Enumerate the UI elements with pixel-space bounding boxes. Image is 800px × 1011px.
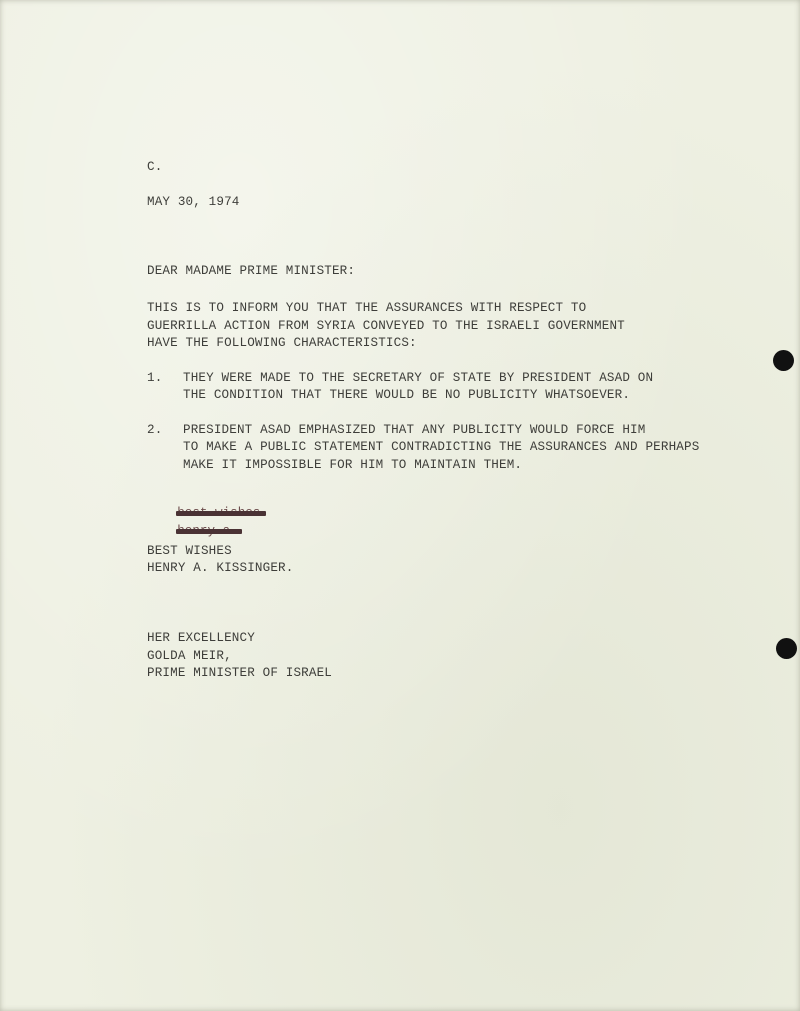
point-line: MAKE IT IMPOSSIBLE FOR HIM TO MAINTAIN THEM. [183, 458, 523, 472]
point-line: THE CONDITION THAT THERE WOULD BE NO PUBLICITY WHATSOEVER. [183, 388, 631, 402]
point-line: PRESIDENT ASAD EMPHASIZED THAT ANY PUBLICITY WOULD FORCE HIM [183, 423, 646, 437]
recipient-line: HER EXCELLENCY [147, 631, 255, 645]
point-line: TO MAKE A PUBLIC STATEMENT CONTRADICTING THE ASSURANCES AND PERHAPS [183, 440, 700, 454]
point-number: 2. [147, 423, 163, 437]
recipient-line: PRIME MINISTER OF ISRAEL [147, 666, 332, 680]
closing: BEST WISHES [147, 544, 232, 558]
intro-line: THIS IS TO INFORM YOU THAT THE ASSURANCES WITH RESPECT TO [147, 301, 587, 315]
copy-marker: C. [147, 160, 163, 174]
intro-line: HAVE THE FOLLOWING CHARACTERISTICS: [147, 336, 417, 350]
intro-line: GUERRILLA ACTION FROM SYRIA CONVEYED TO THE ISRAELI GOVERNMENT [147, 319, 625, 333]
point-line: THEY WERE MADE TO THE SECRETARY OF STATE BY PRESIDENT ASAD ON [183, 371, 654, 385]
point-number: 1. [147, 371, 163, 385]
punch-hole [773, 350, 794, 371]
letter-date: MAY 30, 1974 [147, 195, 240, 209]
strike-bar [176, 529, 242, 534]
recipient-line: GOLDA MEIR, [147, 649, 232, 663]
salutation: DEAR MADAME PRIME MINISTER: [147, 264, 356, 278]
punch-hole [776, 638, 797, 659]
signature: HENRY A. KISSINGER. [147, 561, 294, 575]
